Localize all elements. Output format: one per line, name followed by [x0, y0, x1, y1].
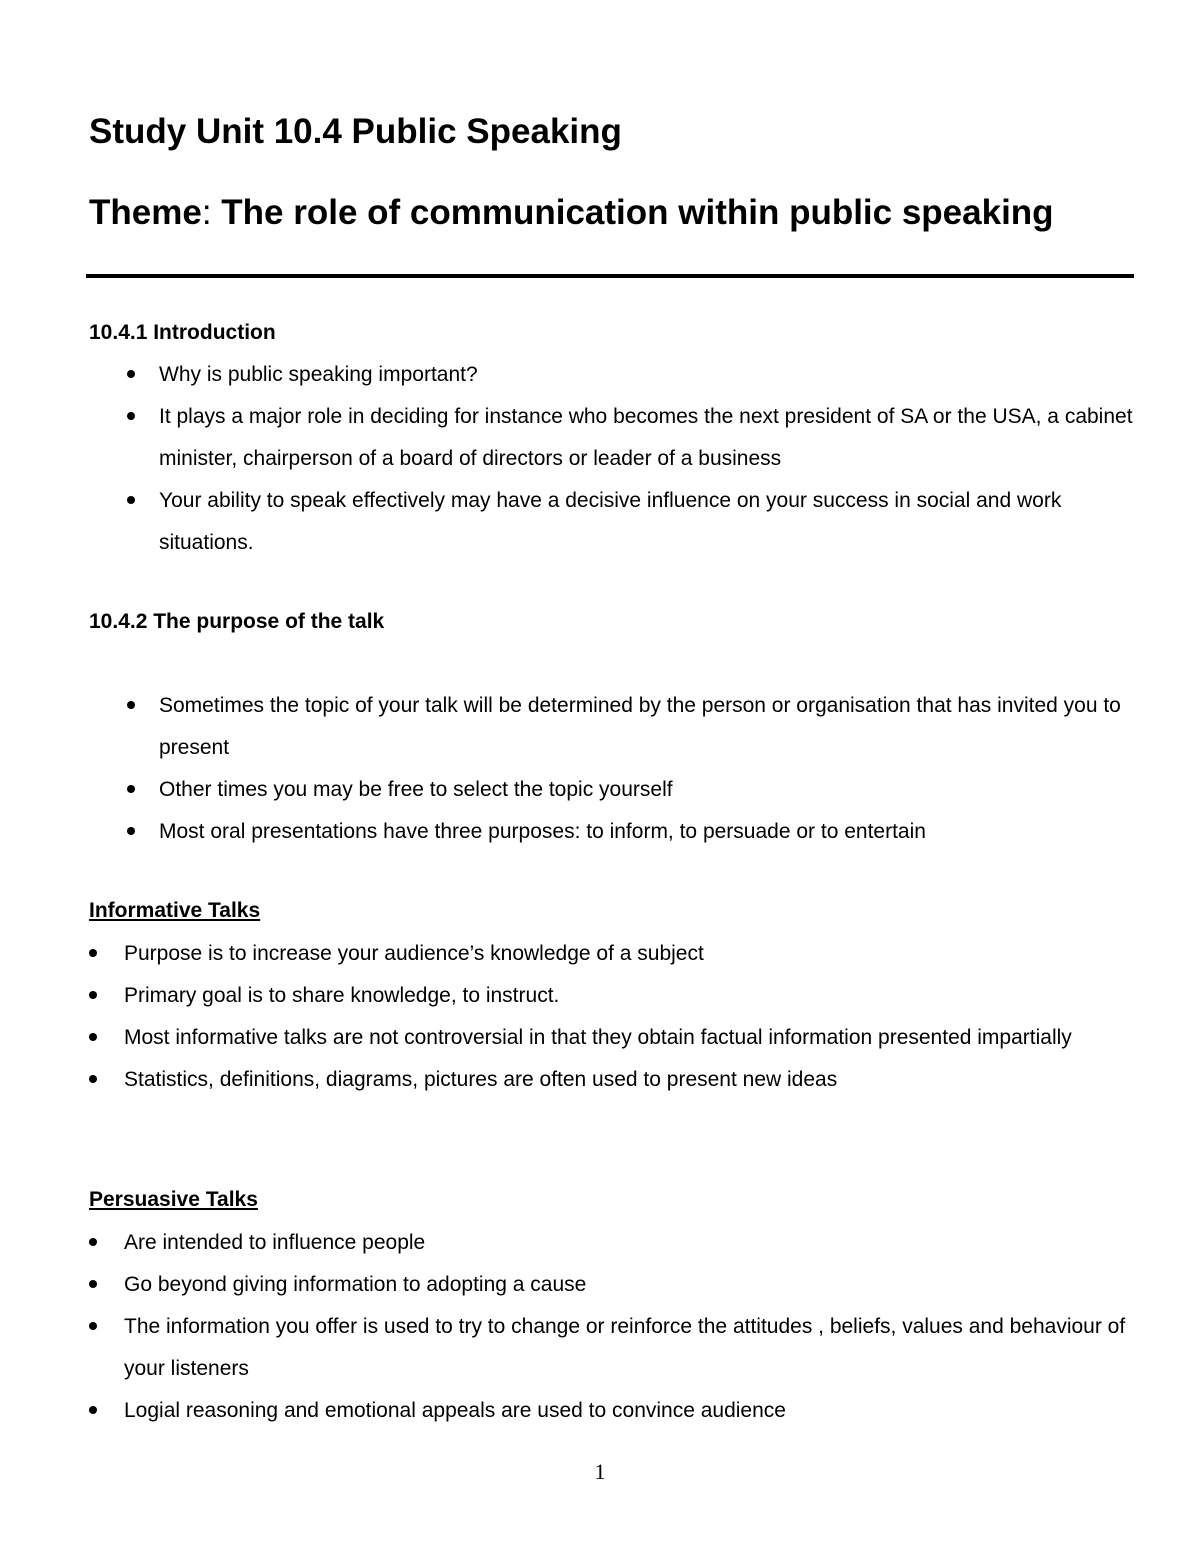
bullet-icon — [127, 496, 135, 504]
page-number: 1 — [594, 1459, 606, 1484]
list-item — [159, 354, 1134, 396]
list-item-text: Most informative talks are not controversial in that they obtain factual information presented impartially — [124, 1026, 1072, 1049]
list-item-text: Statistics, definitions, diagrams, pictures are often used to present new ideas — [124, 1068, 838, 1091]
bullet-icon — [89, 949, 97, 957]
introduction-bullet-list — [159, 354, 1134, 564]
bullet-icon — [89, 991, 97, 999]
list-item — [124, 1306, 1134, 1390]
horizontal-rule — [86, 274, 1134, 278]
document-title: Study Unit 10.4 Public Speaking — [89, 112, 622, 151]
bullet-icon — [89, 1322, 97, 1330]
bullet-icon — [127, 827, 135, 835]
list-item — [124, 1017, 1134, 1059]
section-heading-persuasive-talks: Persuasive Talks — [89, 1188, 258, 1211]
list-item-text: Sometimes the topic of your talk will be determined by the person or organisation that has invited you to present — [159, 694, 1121, 759]
list-item-text: Other times you may be free to select the topic yourself — [159, 778, 673, 801]
bullet-icon — [127, 785, 135, 793]
bullet-icon — [89, 1280, 97, 1288]
purpose-bullet-list — [159, 685, 1134, 853]
theme-heading — [89, 191, 1054, 235]
bullet-icon — [127, 701, 135, 709]
list-item-text: It plays a major role in deciding for instance who becomes the next president of SA or the USA, a cabinet minister, chairperson of a board of directors or leader of a business — [159, 405, 1133, 470]
list-item — [124, 1059, 1134, 1101]
theme-label: Theme — [89, 193, 202, 232]
informative-talks-bullet-list — [124, 933, 1134, 1101]
section-heading-introduction: 10.4.1 Introduction — [89, 321, 276, 344]
bullet-icon — [127, 412, 135, 420]
list-item — [159, 811, 1134, 853]
list-item — [159, 685, 1134, 769]
list-item-text: Are intended to influence people — [124, 1231, 426, 1254]
list-item-text: Primary goal is to share knowledge, to instruct. — [124, 984, 560, 1007]
theme-colon: : — [201, 193, 212, 232]
list-item — [159, 396, 1134, 480]
list-item-text: Purpose is to increase your audience’s knowledge of a subject — [124, 942, 704, 965]
list-item-text: Most oral presentations have three purposes: to inform, to persuade or to entertain — [159, 820, 926, 843]
list-item-text: Go beyond giving information to adopting a cause — [124, 1273, 587, 1296]
theme-text: The role of communication within public speaking — [211, 193, 1054, 232]
bullet-icon — [89, 1033, 97, 1041]
list-item — [124, 975, 1134, 1017]
list-item — [124, 1390, 1134, 1432]
list-item-text: Logial reasoning and emotional appeals are used to convince audience — [124, 1399, 786, 1422]
section-heading-informative-talks: Informative Talks — [89, 899, 261, 922]
bullet-icon — [89, 1238, 97, 1246]
bullet-icon — [127, 370, 135, 378]
list-item-text: Why is public speaking important? — [159, 363, 478, 386]
list-item — [159, 480, 1134, 564]
bullet-icon — [89, 1075, 97, 1083]
list-item — [124, 1222, 1134, 1264]
list-item — [124, 933, 1134, 975]
section-heading-purpose: 10.4.2 The purpose of the talk — [89, 610, 385, 633]
list-item — [124, 1264, 1134, 1306]
list-item — [159, 769, 1134, 811]
bullet-icon — [89, 1406, 97, 1414]
list-item-text: The information you offer is used to try to change or reinforce the attitudes , beliefs, values and behaviour of your listeners — [124, 1315, 1126, 1380]
list-item-text: Your ability to speak effectively may have a decisive influence on your success in social and work situations. — [159, 489, 1062, 554]
persuasive-talks-bullet-list — [124, 1222, 1134, 1432]
